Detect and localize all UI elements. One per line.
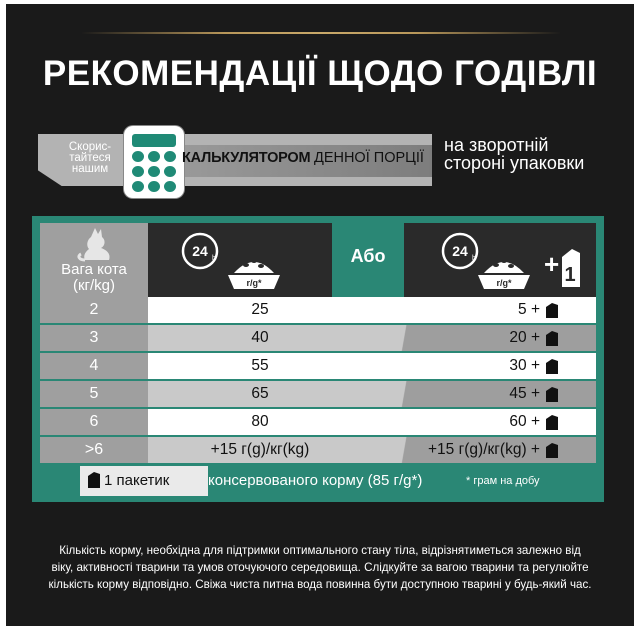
pouch-footer-label-1: 1 пакетик <box>104 472 170 489</box>
table-row <box>40 437 596 465</box>
wet-food-24h-icon <box>404 223 596 297</box>
table-row <box>40 381 596 409</box>
wet-amount-cell: 20 + <box>509 329 540 346</box>
weight-cell: 6 <box>40 409 148 435</box>
weight-label: Вага кота (кг/kg) <box>61 261 127 294</box>
cat-icon <box>73 226 117 262</box>
wet-amount-cell: 45 + <box>509 385 540 402</box>
dry-amount-cell: 80 <box>251 413 269 430</box>
dry-amount-cell: +15 г(g)/кг(kg) <box>210 441 310 458</box>
svg-text:h: h <box>472 255 476 262</box>
dry-amount-cell: 40 <box>251 329 269 346</box>
calculator-icon <box>124 126 184 198</box>
gold-divider <box>81 32 561 34</box>
calculator-bold-label: КАЛЬКУЛЯТОРОМ <box>182 150 311 166</box>
weight-cell: 5 <box>40 381 148 407</box>
feeding-rows <box>40 297 596 465</box>
pouch-icon <box>546 415 558 430</box>
svg-text:h: h <box>212 255 216 262</box>
page-title: РЕКОМЕНДАЦІЇ ЩОДО ГОДІВЛІ <box>42 54 598 93</box>
wet-amount-cell: 5 + <box>518 301 540 318</box>
svg-text:24: 24 <box>192 243 208 259</box>
table-row <box>40 325 596 353</box>
calculator-hint: Скорис- тайтеся нашим <box>68 141 112 175</box>
dry-amount-cell: 25 <box>251 301 269 318</box>
pouch-icon <box>546 359 558 374</box>
dry-food-24h-icon <box>148 223 332 297</box>
svg-text:r/g*: r/g* <box>246 278 262 288</box>
pouch-icon <box>546 303 558 318</box>
weight-cell: 2 <box>40 297 148 323</box>
table-row <box>40 353 596 381</box>
dry-amount-cell: 55 <box>251 357 269 374</box>
or-label: Або <box>342 240 394 272</box>
table-row <box>40 409 596 437</box>
reverse-side-note: на зворотній стороні упаковки <box>444 135 585 173</box>
wet-amount-cell: 30 + <box>509 357 540 374</box>
calculator-light-label: ДЕННОЇ ПОРЦІЇ <box>314 150 424 166</box>
svg-text:24: 24 <box>452 243 468 259</box>
table-row <box>40 297 596 325</box>
svg-text:1: 1 <box>564 264 576 286</box>
pouch-icon <box>88 472 100 488</box>
wet-amount-cell: +15 г(g)/кг(kg) + <box>428 441 540 458</box>
weight-cell: 4 <box>40 353 148 379</box>
pouch-icon <box>546 387 558 402</box>
pouch-footer-label-2: консервованого корму (85 г/g*) <box>208 472 423 489</box>
weight-cell: >6 <box>40 437 148 463</box>
dry-food-header <box>148 223 332 297</box>
wet-amount-cell: 60 + <box>509 413 540 430</box>
svg-text:r/g*: r/g* <box>496 278 512 288</box>
wet-food-header <box>404 223 596 297</box>
dry-amount-cell: 65 <box>251 385 269 402</box>
pouch-icon <box>546 443 558 458</box>
pouch-icon <box>546 331 558 346</box>
weight-cell: 3 <box>40 325 148 351</box>
calculator-banner <box>38 134 432 186</box>
svg-text:+: + <box>544 249 560 279</box>
feeding-disclaimer: Кількість корму, необхідна для підтримки оптимального стану тіла, відрізнятиметься залежно від віку, активності тварини та умов оточуючого середовища. Слідкуйте за вагою тварини та регулюйте кількість корму відповідно. Свіжа чиста питна вода повинна бути доступною тварині у будь-який час. <box>48 544 592 591</box>
grams-per-day-note: * грам на добу <box>466 475 540 487</box>
